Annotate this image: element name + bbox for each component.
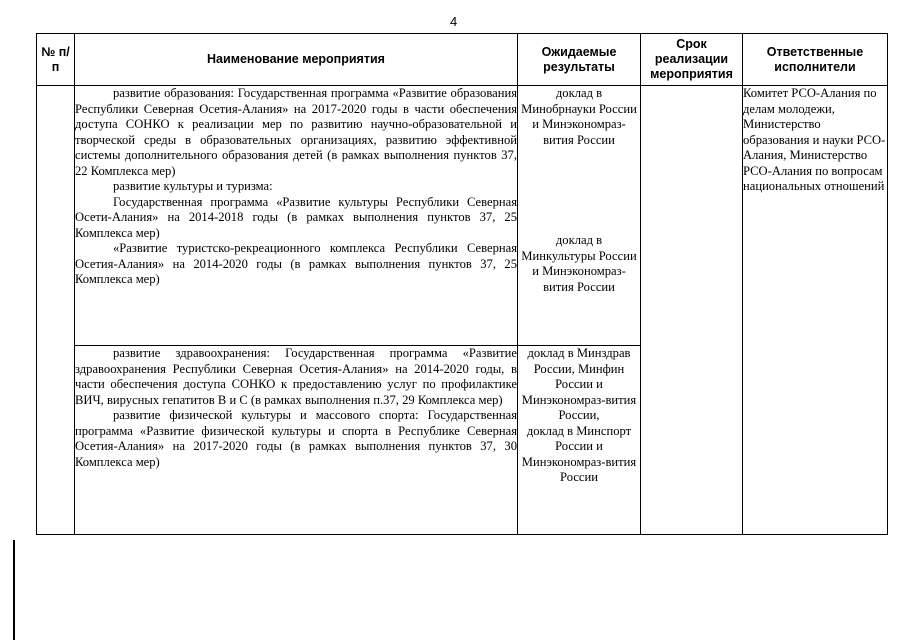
scan-margin-mark: [13, 540, 15, 640]
measure-culture-heading: развитие культуры и туризма:: [113, 179, 273, 193]
table-row: [37, 86, 888, 346]
results-cell: [518, 346, 641, 535]
page-number: 4: [450, 14, 458, 29]
measure-sport: развитие физической культуры и массового спорта: Государственная программа «Развитие физической культуры и спорта в Республике Северная Осетия-Алания» на 2017-2020 годы (в рамках выполнения пунктов 37, 30 Комплекса мер): [75, 408, 517, 469]
header-name: Наименование мероприятия: [75, 34, 518, 86]
measures-table: [36, 33, 888, 535]
measure-health: развитие здравоохранения: Государственная программа «Развитие здравоохранения Республики Северная Осетия-Алания» на 2014-2020 годы, в части обеспечения доступа СОНКО к предоставлению услуг по профилактике ВИЧ, вирусных гепатитов В и С (в рамках выполнения п.37, 29 Комплекса мер): [75, 346, 517, 407]
spacer: [518, 148, 640, 233]
header-term: Срок реализации мероприятия: [641, 34, 743, 86]
results-cell: [518, 86, 641, 346]
result-sport: доклад в Минспорт России и Минэкономраз-вития России: [521, 423, 637, 484]
num-cell: [37, 86, 75, 535]
result-health: доклад в Минздрав России, Минфин России и Минэкономраз-вития России,: [521, 346, 637, 422]
header-results: Ожидаемые результаты: [518, 34, 641, 86]
header-num: № п/п: [37, 34, 75, 86]
responsible-text: Комитет РСО-Алания по делам молодежи, Министерство образования и науки РСО-Алания, Министерство РСО-Алания по вопросам национальных отношений: [743, 86, 886, 193]
measure-cell: [75, 86, 518, 346]
term-cell: [641, 86, 743, 535]
responsible-cell: [743, 86, 888, 535]
measure-cell: [75, 346, 518, 535]
measure-tourism-program: «Развитие туристско-рекреационного комплекса Республики Северная Осетия-Алания» на 2014-2020 годы (в рамках выполнения пунктов 37, 25 Комплекса мер): [75, 241, 517, 286]
measure-education: развитие образования: Государственная программа «Развитие образования Республики Северная Осетия-Алания» на 2017-2020 годы в части обеспечения доступа СОНКО к реализации мер по развитию научно-образовательной и творческой среды в образовательных организациях, развитию эффективной системы дополнительного образования детей (в рамках выполнения пунктов 37, 22 Комплекса мер): [75, 86, 517, 178]
measure-culture-program: Государственная программа «Развитие культуры Республики Северная Осети-Алания» на 2014-2018 годы (в рамках выполнения пунктов 37, 25 Комплекса мер): [75, 194, 517, 240]
result-education: доклад в Минобрнауки России и Минэкономраз-вития России: [521, 86, 637, 147]
header-responsible: Ответственные исполнители: [743, 34, 888, 86]
header-row: [37, 34, 888, 86]
result-culture: доклад в Минкультуры России и Минэкономраз-вития России: [521, 233, 637, 294]
